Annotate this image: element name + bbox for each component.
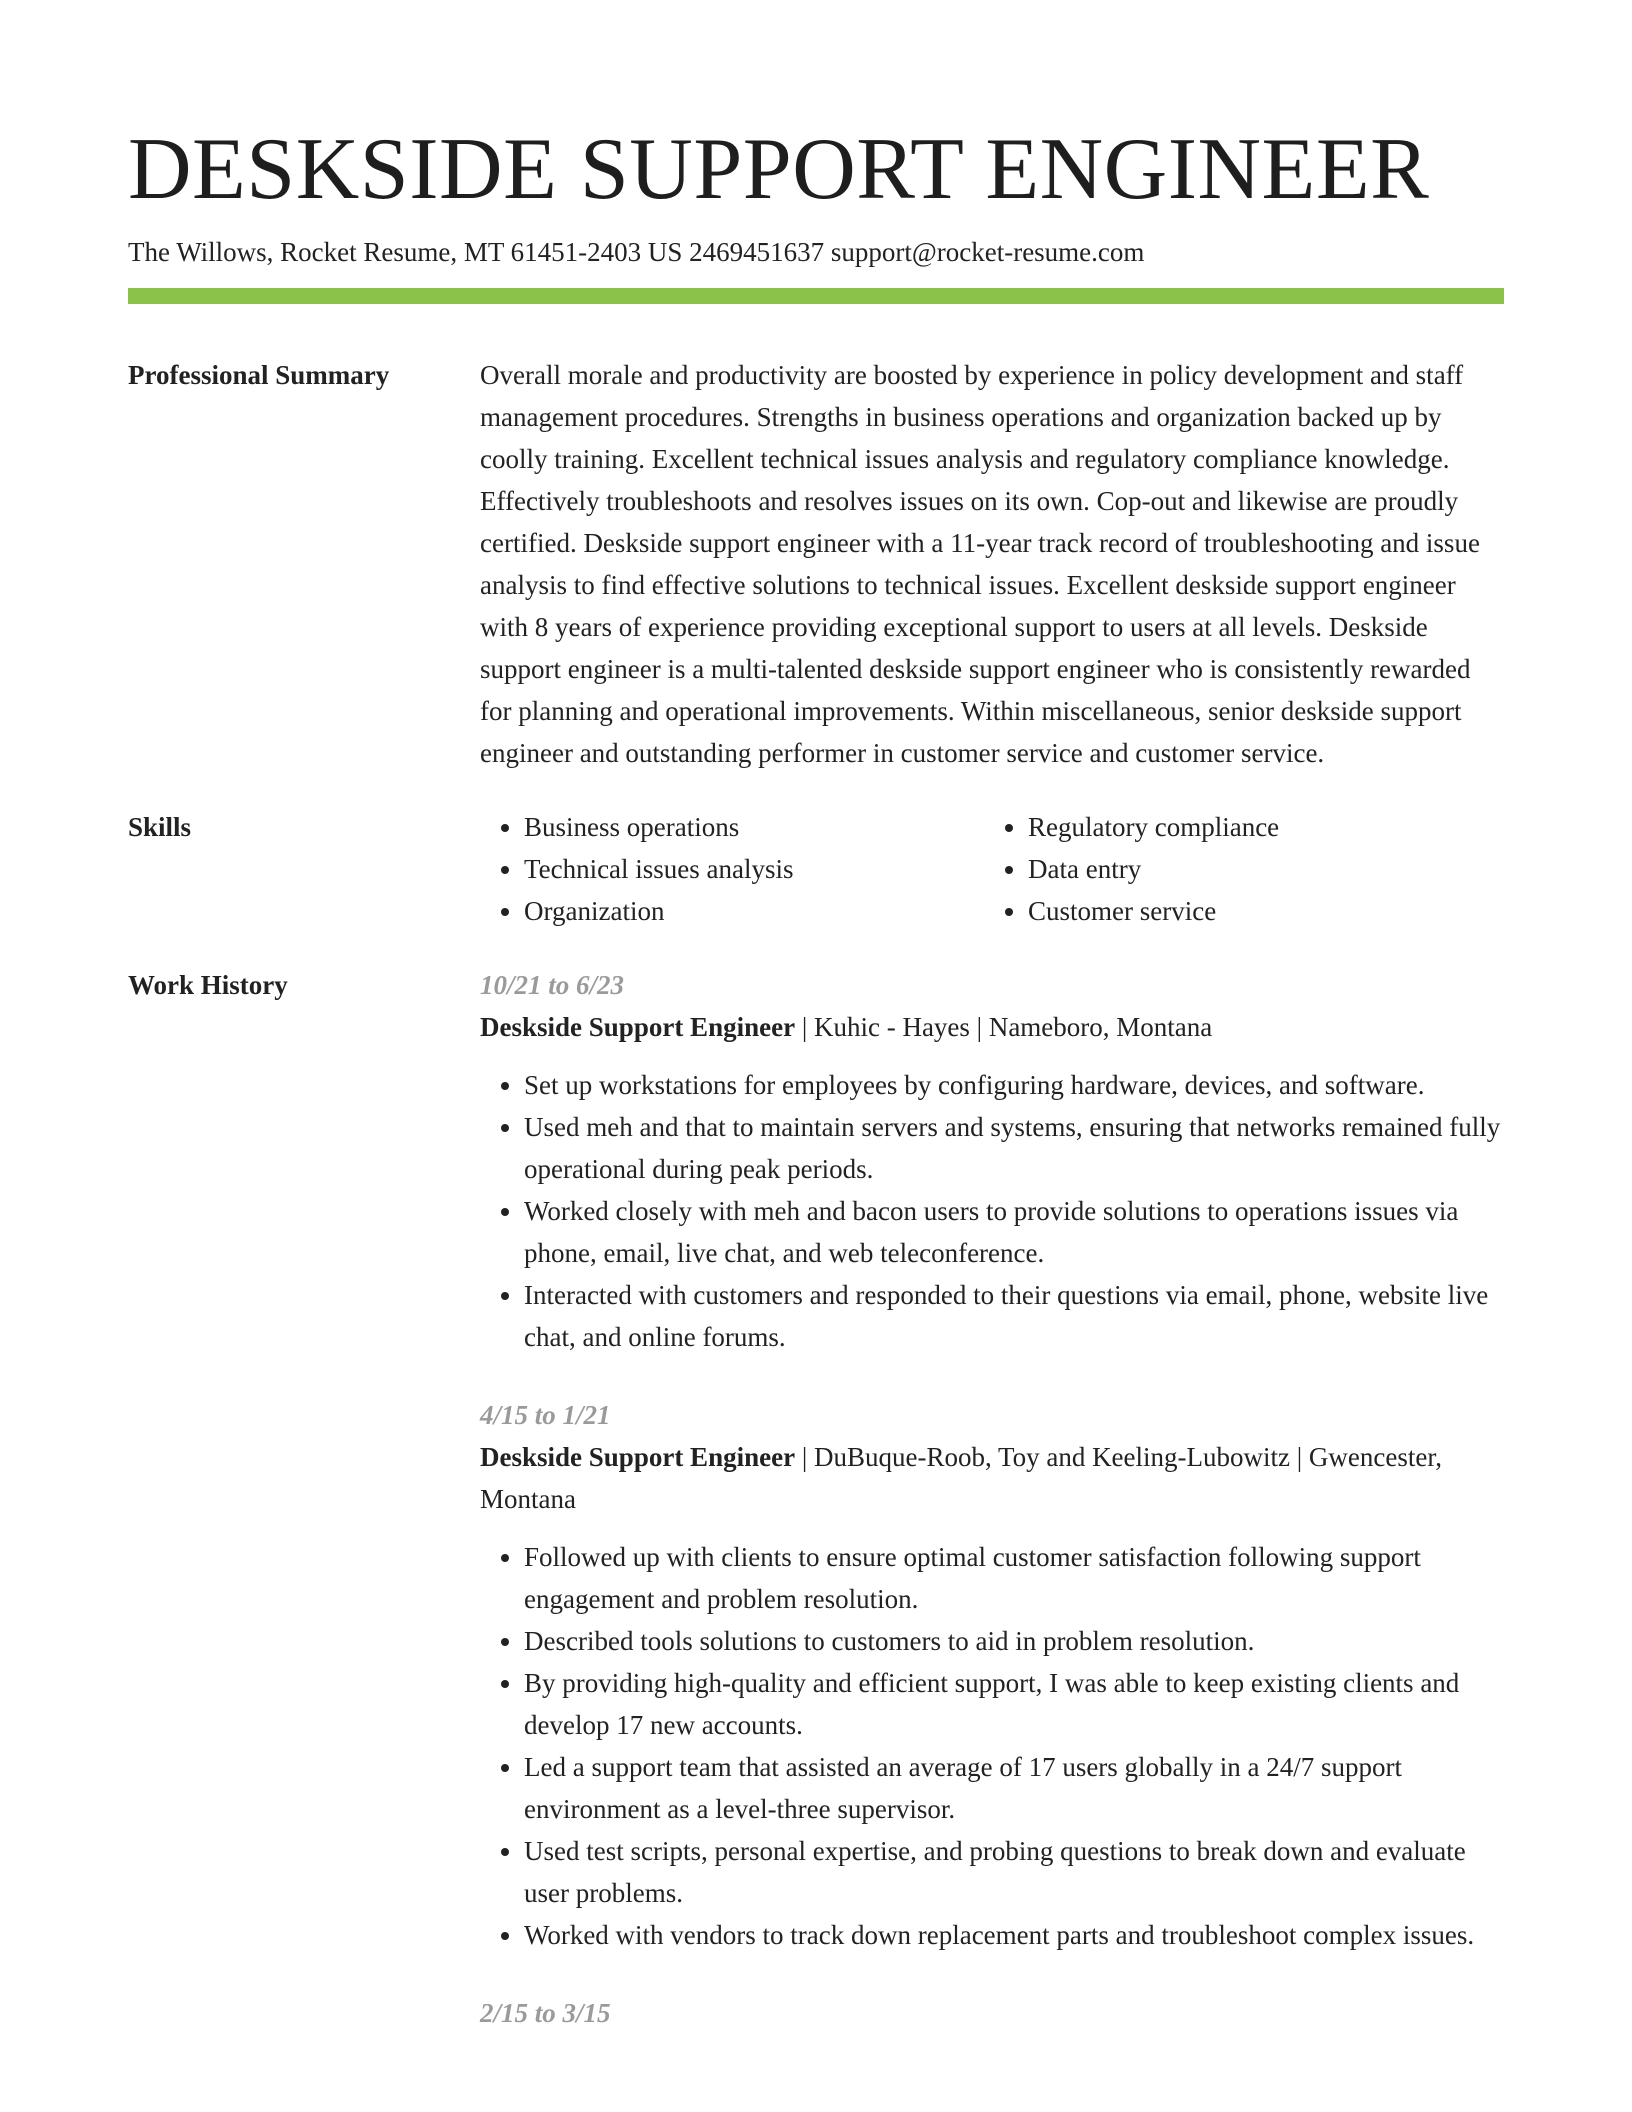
job-bullet: • Described tools solutions to customers to aid in problem resolution.: [524, 1620, 1504, 1662]
job-employer-location: | Kuhic - Hayes | Nameboro, Montana: [795, 1012, 1213, 1042]
skill-item: • Regulatory compliance: [1028, 806, 1488, 848]
job-entry: [480, 964, 1504, 1358]
section-label-skills: Skills: [128, 812, 192, 842]
contact-line: The Willows, Rocket Resume, MT 61451-2403 US 2469451637 support@rocket-resume.com: [128, 237, 1145, 267]
resume-page: [128, 118, 1504, 2070]
job-dates: 10/21 to 6/23: [480, 970, 625, 1000]
job-bullet: • Worked with vendors to track down replacement parts and troubleshoot complex issues.: [524, 1914, 1504, 1956]
job-dates: 4/15 to 1/21: [480, 1400, 611, 1430]
job-bullet: • Set up workstations for employees by configuring hardware, devices, and software.: [524, 1064, 1504, 1106]
job-title: Deskside Support Engineer: [480, 1442, 796, 1472]
job-bullet: • Interacted with customers and responded to their questions via email, phone, website live chat, and online forums.: [524, 1274, 1504, 1358]
job-employer-location: | DuBuque-Roob, Toy and Keeling-Lubowitz | Gwencester, Montana: [480, 1442, 1443, 1514]
skill-item: • Organization: [524, 890, 984, 932]
skills-section: [128, 806, 1504, 932]
skill-item: • Customer service: [1028, 890, 1488, 932]
job-dates: 2/15 to 3/15: [480, 1998, 611, 2028]
skills-column-1: [480, 806, 984, 932]
skill-item: • Data entry: [1028, 848, 1488, 890]
section-label-work-history: Work History: [128, 970, 288, 1000]
summary-text: Overall morale and productivity are boosted by experience in policy development and staff management procedures. Strengths in business operations and organization backed up by coolly training. Excellent technical issues analysis and regulatory compliance knowledge. Effectively troubleshoots and resolves issues on its own. Cop-out and likewise are proudly certified. Deskside support engineer with a 11-year track record of troubleshooting and issue analysis to find effective solutions to technical issues. Excellent deskside support engineer with 8 years of experience providing exceptional support to users at all levels. Deskside support engineer is a multi-talented deskside support engineer who is consistently rewarded for planning and operational improvements. Within miscellaneous, senior deskside support engineer and outstanding performer in customer service and customer service.: [480, 360, 1480, 768]
work-history-section: [128, 964, 1504, 2070]
job-title-line: [480, 1436, 1504, 1520]
job-bullet: • By providing high-quality and efficient support, I was able to keep existing clients and develop 17 new accounts.: [524, 1662, 1504, 1746]
skill-item: • Technical issues analysis: [524, 848, 984, 890]
job-bullets: [480, 1536, 1504, 1956]
header-divider: [128, 288, 1504, 304]
professional-summary-section: [128, 354, 1504, 774]
job-title-line: [480, 1006, 1504, 1048]
skills-column-2: [984, 806, 1488, 932]
job-bullet: • Worked closely with meh and bacon users to provide solutions to operations issues via phone, email, live chat, and web teleconference.: [524, 1190, 1504, 1274]
job-bullet: • Used test scripts, personal expertise, and probing questions to break down and evaluate user problems.: [524, 1830, 1504, 1914]
job-bullet: • Led a support team that assisted an average of 17 users globally in a 24/7 support environment as a level-three supervisor.: [524, 1746, 1504, 1830]
job-bullets: [480, 1064, 1504, 1358]
resume-title: DESKSIDE SUPPORT ENGINEER: [128, 121, 1430, 218]
job-title: Deskside Support Engineer: [480, 1012, 796, 1042]
section-label-summary: Professional Summary: [128, 360, 390, 390]
job-bullet: • Used meh and that to maintain servers and systems, ensuring that networks remained fully operational during peak periods.: [524, 1106, 1504, 1190]
skills-grid: [480, 806, 1504, 932]
job-entry: [480, 1992, 1504, 2034]
skill-item: • Business operations: [524, 806, 984, 848]
job-bullet: • Followed up with clients to ensure optimal customer satisfaction following support engagement and problem resolution.: [524, 1536, 1504, 1620]
job-entry: [480, 1394, 1504, 1956]
